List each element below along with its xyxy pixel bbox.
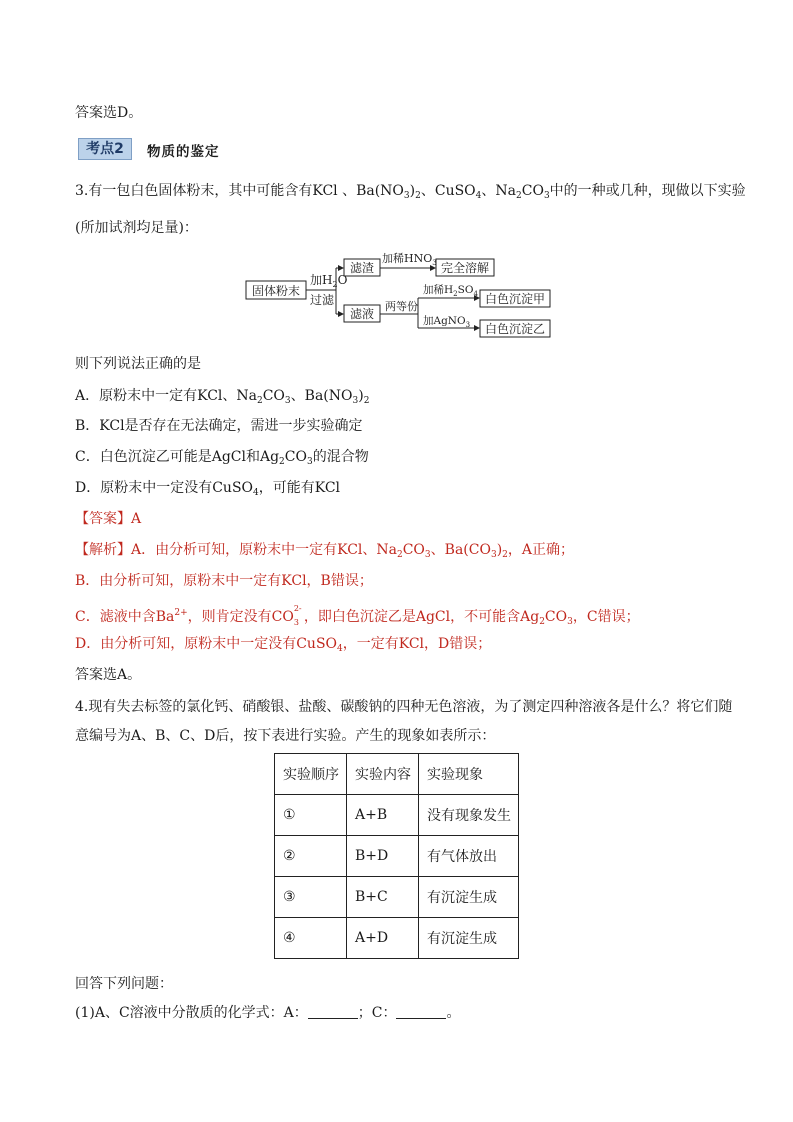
flow-step1-top: 加$H_2O$ — [310, 273, 348, 289]
q3-answer: 【答案】A — [75, 511, 142, 527]
previous-answer: 答案选D。 — [75, 105, 143, 121]
answer-blank-a[interactable] — [308, 1004, 358, 1019]
q3-analysis-d: D．由分析可知，原粉末中一定没有CuSO$_4$，一定有KCl，D错误； — [75, 636, 492, 654]
q3-stem-line2: (所加试剂均足量)： — [75, 220, 198, 236]
table-cell: A+D — [347, 918, 419, 959]
table-cell: 有沉淀生成 — [419, 877, 519, 918]
q3-flow-diagram — [240, 248, 560, 342]
flow-h2so4-label: 加稀$H_2SO_4$ — [423, 284, 478, 298]
table-header: 实验现象 — [419, 754, 519, 795]
table-row — [275, 836, 519, 877]
section-badge: 考点2 — [78, 138, 132, 160]
table-header: 实验顺序 — [275, 754, 347, 795]
q3-final-answer: 答案选A。 — [75, 667, 142, 683]
q3-stem-line1: 3.有一包白色固体粉末，其中可能含有KCl 、$Ba(NO_3)_2$、CuSO$_4$、$Na_2CO_3$中的一种或几种，现做以下实验 — [75, 183, 746, 201]
table-cell: ② — [275, 836, 347, 877]
q4-subquestion-1: (1)A、C溶液中分散质的化学式：A： ；C： 。 — [75, 1005, 461, 1021]
q3-option-a: A．原粉末中一定有KCl、$Na_2CO_3$、$Ba(NO_3)_2$ — [75, 388, 370, 406]
table-header: 实验内容 — [347, 754, 419, 795]
section-title: 物质的鉴定 — [147, 144, 220, 160]
q4-prompt: 回答下列问题： — [75, 976, 173, 992]
q4-stem-line1: 4.现有失去标签的氯化钙、硝酸银、盐酸、碳酸钠的四种无色溶液，为了测定四种溶液各是什么？将它们随 — [75, 699, 733, 715]
q3-option-c: C．白色沉淀乙可能是AgCl和$Ag_2CO_3$的混合物 — [75, 449, 369, 467]
table-header-row — [275, 754, 519, 795]
table-row — [275, 877, 519, 918]
table-cell: 有沉淀生成 — [419, 918, 519, 959]
table-cell: ① — [275, 795, 347, 836]
flow-start-label: 固体粉末 — [251, 284, 301, 298]
flow-step1-bottom: 过滤 — [310, 293, 335, 307]
table-cell: 有气体放出 — [419, 836, 519, 877]
table-cell: B+D — [347, 836, 419, 877]
table-row — [275, 918, 519, 959]
table-cell: 没有现象发生 — [419, 795, 519, 836]
q3-question: 则下列说法正确的是 — [75, 356, 201, 372]
q4-stem-line2: 意编号为A、B、C、D后，按下表进行实验。产生的现象如表所示： — [75, 728, 496, 744]
q3-option-b: B．KCl是否存在无法确定，需进一步实验确定 — [75, 418, 363, 434]
q3-analysis-b: B．由分析可知，原粉末中一定有KCl，B错误； — [75, 573, 373, 589]
flow-residue-label: 滤渣 — [349, 261, 375, 275]
table-cell: B+C — [347, 877, 419, 918]
flow-ppt-b-label: 白色沉淀乙 — [484, 322, 546, 336]
flow-dissolve-label: 完全溶解 — [440, 261, 490, 275]
flow-filtrate-label: 滤液 — [349, 307, 375, 321]
table-cell: ③ — [275, 877, 347, 918]
flow-acid-label: 加稀$HNO_3$ — [382, 252, 437, 267]
q3-analysis-c: C．滤液中含$Ba^{2+}$，则肯定没有CO 2- 3 ，即白色沉淀乙是AgCl，不可能含$Ag_2CO_3$，C错误； — [75, 604, 640, 627]
flow-agno3-label: 加AgNO$_3$ — [423, 315, 471, 329]
table-cell: ④ — [275, 918, 347, 959]
q4-experiment-table — [274, 753, 519, 959]
q3-option-d: D．原粉末中一定没有CuSO$_4$，可能有KCl — [75, 480, 341, 498]
q3-analysis-a: 【解析】A．由分析可知，原粉末中一定有KCl、$Na_2CO_3$、$Ba(CO_3)_2$，A正确； — [75, 542, 575, 560]
table-row — [275, 795, 519, 836]
answer-blank-c[interactable] — [396, 1004, 446, 1019]
flow-ppt-a-label: 白色沉淀甲 — [484, 292, 546, 306]
table-cell: A+B — [347, 795, 419, 836]
flow-split-label: 两等份 — [385, 300, 418, 313]
